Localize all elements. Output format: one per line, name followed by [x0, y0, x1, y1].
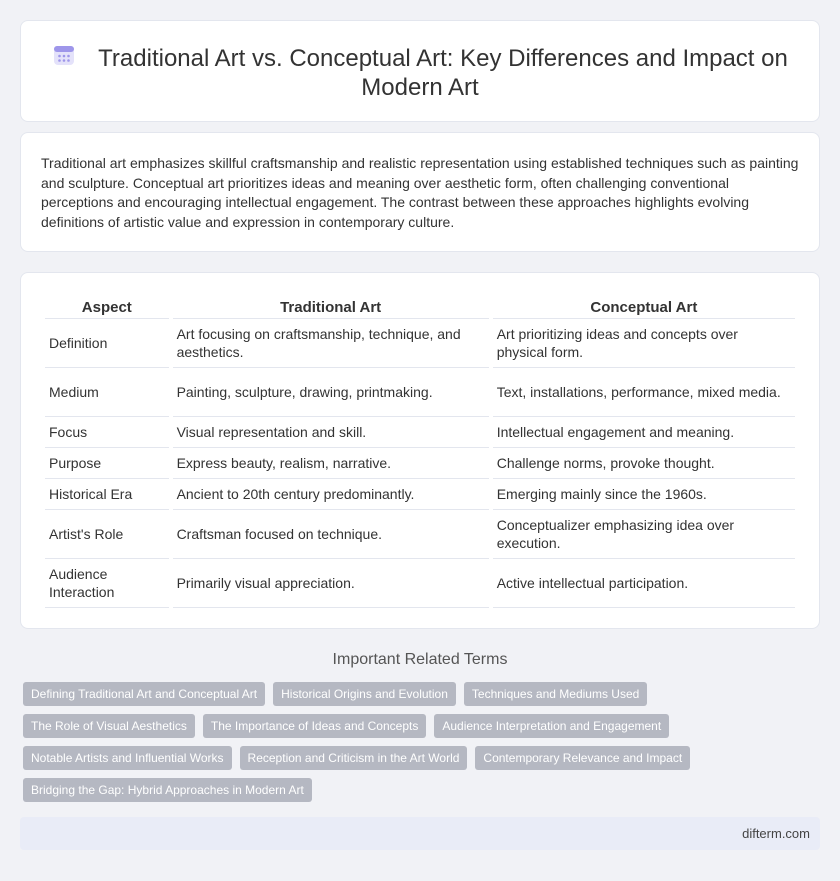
row-conceptual: Challenge norms, provoke thought. — [493, 448, 795, 479]
header-aspect: Aspect — [45, 297, 169, 319]
intro-card — [20, 132, 820, 252]
row-conceptual: Intellectual engagement and meaning. — [493, 417, 795, 448]
header-card — [20, 20, 820, 122]
tag-row — [23, 714, 817, 738]
related-term-tag[interactable]: Bridging the Gap: Hybrid Approaches in Modern Art — [23, 778, 312, 802]
table-row — [45, 510, 795, 559]
row-conceptual: Art prioritizing ideas and concepts over physical form. — [493, 319, 795, 368]
tag-row — [23, 746, 817, 770]
table-row — [45, 559, 795, 608]
related-term-tag[interactable]: Reception and Criticism in the Art World — [240, 746, 468, 770]
header-traditional: Traditional Art — [173, 297, 489, 319]
row-traditional: Ancient to 20th century predominantly. — [173, 479, 489, 510]
row-traditional: Painting, sculpture, drawing, printmaking. — [173, 368, 489, 417]
row-aspect: Focus — [45, 417, 169, 448]
table-header-row — [45, 297, 795, 319]
row-conceptual: Conceptualizer emphasizing idea over execution. — [493, 510, 795, 559]
row-traditional: Express beauty, realism, narrative. — [173, 448, 489, 479]
page-title-text: Traditional Art vs. Conceptual Art: Key Differences and Impact on Modern Art — [98, 45, 788, 101]
row-aspect: Artist's Role — [45, 510, 169, 559]
comparison-table-card — [20, 272, 820, 629]
related-terms — [23, 682, 817, 810]
row-conceptual: Emerging mainly since the 1960s. — [493, 479, 795, 510]
footer-site-link[interactable]: difterm.com — [742, 826, 810, 841]
related-term-tag[interactable]: The Role of Visual Aesthetics — [23, 714, 195, 738]
related-term-tag[interactable]: Historical Origins and Evolution — [273, 682, 456, 706]
comparison-table — [41, 297, 799, 608]
table-row — [45, 368, 795, 417]
row-aspect: Definition — [45, 319, 169, 368]
table-row — [45, 479, 795, 510]
row-conceptual: Active intellectual participation. — [493, 559, 795, 608]
row-traditional: Craftsman focused on technique. — [173, 510, 489, 559]
title-wrap — [51, 43, 789, 102]
related-term-tag[interactable]: Techniques and Mediums Used — [464, 682, 647, 706]
related-term-tag[interactable]: Audience Interpretation and Engagement — [434, 714, 669, 738]
table-row — [45, 417, 795, 448]
related-terms-heading: Important Related Terms — [332, 651, 508, 668]
row-traditional: Primarily visual appreciation. — [173, 559, 489, 608]
row-aspect: Historical Era — [45, 479, 169, 510]
header-conceptual: Conceptual Art — [493, 297, 795, 319]
table-row — [45, 448, 795, 479]
row-traditional: Art focusing on craftsmanship, technique, and aesthetics. — [173, 319, 489, 368]
page-title — [51, 43, 789, 102]
row-aspect: Audience Interaction — [45, 559, 169, 608]
related-term-tag[interactable]: Defining Traditional Art and Conceptual Art — [23, 682, 265, 706]
row-conceptual: Text, installations, performance, mixed media. — [493, 368, 795, 417]
intro-text: Traditional art emphasizes skillful craftsmanship and realistic representation using established techniques such as painting and sculpture. Conceptual art prioritizes ideas and meaning over aesthetic form, often challenging conventional perceptions and encouraging intellectual engagement. The contrast between these approaches highlights evolving definitions of artistic value and expression in contemporary culture. — [41, 155, 799, 230]
footer — [20, 817, 820, 850]
row-aspect: Medium — [45, 368, 169, 417]
table-row — [45, 319, 795, 368]
row-traditional: Visual representation and skill. — [173, 417, 489, 448]
calendar-icon — [52, 43, 76, 67]
tag-row — [23, 682, 817, 706]
related-term-tag[interactable]: Notable Artists and Influential Works — [23, 746, 232, 770]
related-term-tag[interactable]: The Importance of Ideas and Concepts — [203, 714, 426, 738]
tag-row — [23, 778, 817, 802]
row-aspect: Purpose — [45, 448, 169, 479]
related-term-tag[interactable]: Contemporary Relevance and Impact — [475, 746, 690, 770]
